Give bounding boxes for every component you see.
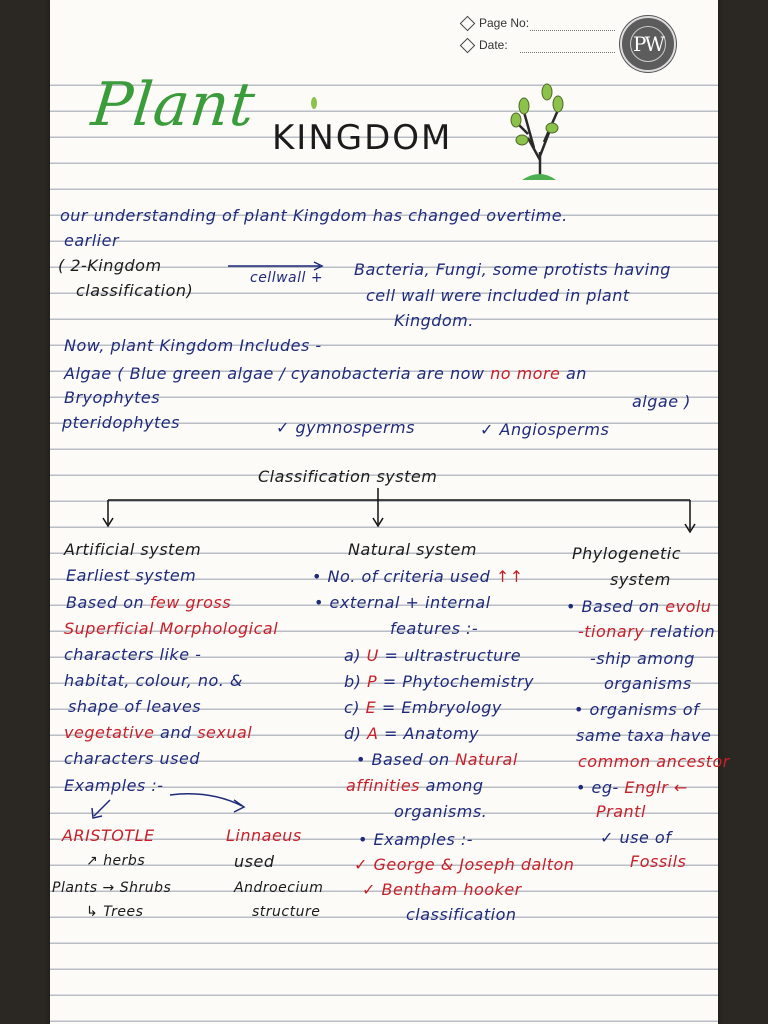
text-span: features :-: [390, 619, 479, 638]
col-phylo-line: [604, 674, 692, 693]
text-span: affinities: [346, 776, 420, 795]
result-line-3: Kingdom.: [394, 311, 474, 330]
example-linnaeus: Linnaeus: [226, 826, 302, 845]
herbs-label: ↗ herbs: [86, 853, 146, 869]
an-text: an: [565, 364, 587, 383]
text-span: a): [344, 646, 367, 665]
text-span: classification: [406, 905, 517, 924]
androecium-text: Androecium: [234, 880, 324, 896]
result-line-2: cell wall were included in plant: [366, 286, 630, 305]
col-artificial-line: [64, 776, 164, 795]
date-label: Date:: [479, 38, 508, 52]
col-natural-line: [356, 750, 518, 769]
col-phylo-line: [576, 726, 711, 745]
col-phylo-line: [596, 802, 646, 821]
text-span: • eg-: [576, 778, 625, 797]
text-span: Earliest system: [66, 566, 197, 585]
col-artificial-line: [64, 645, 201, 664]
title-kingdom: KINGDOM: [272, 118, 453, 158]
text-span: • Based on: [566, 597, 666, 616]
text-span: few gross: [149, 593, 232, 612]
text-span: • external + internal: [314, 593, 491, 612]
text-span: • Examples :-: [358, 830, 474, 849]
text-span: ↑↑: [495, 567, 524, 586]
algae-text: Algae ( Blue green algae / cyanobacteria are now: [64, 364, 485, 383]
text-span: characters used: [64, 749, 201, 768]
col-natural-line: [314, 593, 491, 612]
text-span: vegetative: [64, 723, 155, 742]
text-span: ✓ Bentham hooker: [362, 880, 522, 899]
intro-line-1: our understanding of plant Kingdom has changed overtime.: [60, 206, 568, 225]
classification-title: Classification system: [258, 467, 438, 486]
col-natural-line: [390, 619, 478, 638]
plants-text: Plants: [52, 880, 98, 896]
col-natural-line: [394, 802, 487, 821]
col-artificial-line: [68, 697, 201, 716]
text-span: • Based on: [356, 750, 456, 769]
text-span: -tionary: [578, 622, 645, 641]
notebook-page: [50, 0, 730, 1024]
text-span: P: [366, 672, 378, 691]
col-artificial-line: [64, 671, 243, 690]
phylo-title-1: Phylogenetic: [572, 544, 681, 563]
col-natural-line: [312, 567, 524, 586]
text-span: = Anatomy: [378, 724, 480, 743]
page-no-label: Page No:: [479, 16, 530, 30]
text-span: c): [344, 698, 366, 717]
pteridophytes: pteridophytes: [62, 413, 180, 432]
col-natural-line: [354, 855, 574, 874]
classif-b: classification): [76, 281, 194, 300]
text-span: Englr ←: [624, 778, 688, 797]
text-span: d): [344, 724, 367, 743]
text-span: among: [420, 776, 484, 795]
text-span: habitat, colour, no. &: [64, 671, 243, 690]
col-phylo-line: [566, 597, 711, 616]
structure-text: structure: [252, 904, 321, 920]
text-span: and: [154, 723, 198, 742]
shrubs-text: Shrubs: [119, 880, 172, 896]
col-phylo-line: [574, 700, 699, 719]
col-artificial-line: [66, 593, 231, 612]
col-phylo-line: [576, 778, 688, 797]
text-span: Superficial Morphological: [64, 619, 279, 638]
text-span: Natural: [455, 750, 518, 769]
text-span: Examples :-: [64, 776, 164, 795]
artificial-title: Artificial system: [64, 540, 202, 559]
intro-line-2: earlier: [64, 231, 120, 250]
col-phylo-line: [600, 828, 671, 847]
text-span: E: [365, 698, 377, 717]
no-more-text: no more: [490, 364, 561, 383]
text-span: organisms.: [394, 802, 488, 821]
col-natural-line: [344, 672, 534, 691]
text-span: sexual: [197, 723, 253, 742]
text-span: = ultrastructure: [378, 646, 522, 665]
gymnosperms: ✓ gymnosperms: [276, 418, 415, 437]
col-natural-line: [344, 646, 521, 665]
text-span: ✓ George & Joseph dalton: [354, 855, 575, 874]
col-artificial-line: [64, 749, 200, 768]
col-natural-line: [358, 830, 473, 849]
text-span: organisms: [604, 674, 692, 693]
angiosperms: ✓ Angiosperms: [480, 420, 610, 439]
text-span: Based on: [66, 593, 150, 612]
result-line-1: Bacteria, Fungi, some protists having: [354, 260, 671, 279]
text-span: Fossils: [630, 852, 687, 871]
text-span: = Phytochemistry: [377, 672, 535, 691]
text-span: -ship among: [590, 649, 695, 668]
col-phylo-line: [630, 852, 686, 871]
example-aristotle: ARISTOTLE: [62, 826, 155, 845]
col-natural-line: [406, 905, 517, 924]
text-span: Prantl: [596, 802, 646, 821]
text-span: ✓ use of: [600, 828, 672, 847]
col-natural-line: [344, 698, 502, 717]
text-span: characters like -: [64, 645, 202, 664]
cellwall-label: cellwall +: [250, 270, 324, 286]
text-span: relation: [644, 622, 716, 641]
text-span: • No. of criteria used: [312, 567, 496, 586]
trees-text: Trees: [103, 904, 144, 920]
algae-end: algae ): [632, 392, 691, 411]
col-phylo-line: [578, 752, 730, 771]
text-span: shape of leaves: [68, 697, 202, 716]
natural-title: Natural system: [348, 540, 477, 559]
text-span: • organisms of: [574, 700, 700, 719]
title-plant: Plant: [88, 70, 259, 140]
bryophytes: Bryophytes: [64, 388, 161, 407]
col-natural-line: [344, 724, 479, 743]
text-span: A: [366, 724, 379, 743]
phylo-title-2: system: [610, 570, 671, 589]
now-heading: Now, plant Kingdom Includes -: [64, 336, 322, 355]
col-natural-line: [346, 776, 484, 795]
col-phylo-line: [578, 622, 715, 641]
text-span: common ancestor: [578, 752, 730, 771]
text-span: U: [366, 646, 379, 665]
col-natural-line: [362, 880, 522, 899]
text-span: b): [344, 672, 367, 691]
text-span: evolu: [665, 597, 712, 616]
col-artificial-line: [64, 619, 278, 638]
text-span: same taxa have: [576, 726, 712, 745]
plants-label: Plants → Shrubs: [52, 880, 172, 896]
trees-label: ↳ Trees: [86, 904, 144, 920]
col-phylo-line: [590, 649, 695, 668]
text-span: = Embryology: [376, 698, 502, 717]
classif-a: ( 2-Kingdom: [58, 256, 162, 275]
used-text: used: [234, 852, 275, 871]
logo-text: PW: [630, 26, 666, 62]
col-artificial-line: [64, 723, 252, 742]
col-artificial-line: [66, 566, 196, 585]
herbs-text: herbs: [103, 853, 146, 869]
